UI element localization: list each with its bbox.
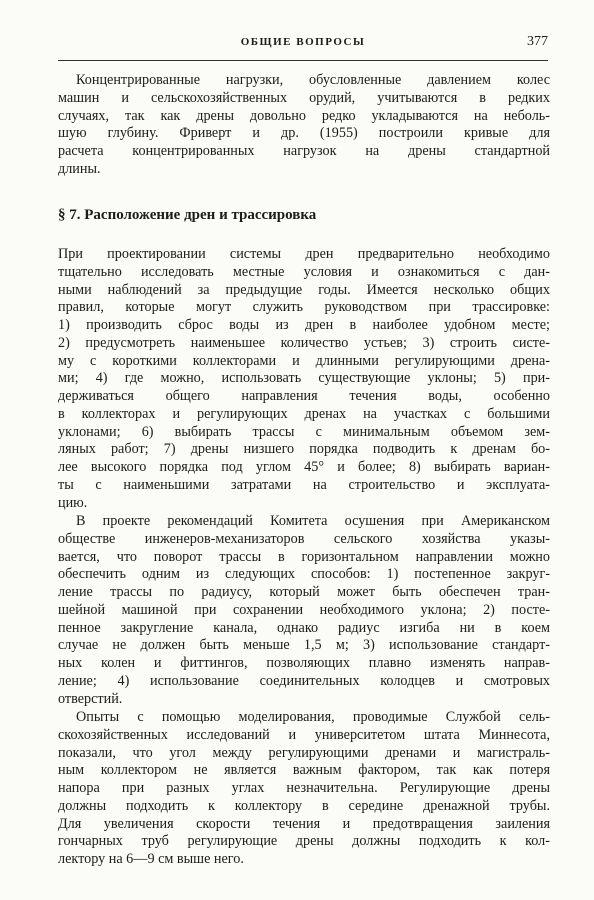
paragraph-concentrated-loads (58, 72, 550, 179)
text-line: ление; 4) использование соединительных колодцев и смотровых (58, 672, 550, 689)
running-header (58, 30, 548, 61)
text-line: скохозяйственных исследований и университетом штата Миннесота, (58, 726, 550, 743)
text-line: лее высокого порядка под углом 45° и более; 8) выбирать вариан- (58, 459, 550, 475)
text-line: Концентрированные нагрузки, обусловленные давлением колес (76, 72, 550, 88)
text-line: ным коллектором не является важным фактором, так как потеря (58, 762, 550, 779)
paragraph-modeling-experiments (58, 709, 550, 869)
text-line: лектору на 6—9 см выше него. (58, 851, 244, 867)
text-line: шую глубину. Фриверт и др. (1955) построили кривые для (58, 125, 550, 142)
text-line: обществе инженеров-механизаторов сельского хозяйства указы- (58, 530, 550, 547)
text-line: правил, которые могут служить руководством при трассировке: (58, 299, 550, 316)
text-line: вается, что поворот трассы в горизонтальном направлении можно (58, 548, 550, 565)
text-line: шейной машиной при сохранении необходимого уклона; 2) посте- (58, 601, 550, 618)
text-line: Для увеличения скорости течения и предотвращения заиления (58, 815, 550, 832)
text-line: случае не должен быть меньше 1,5 м; 3) использование стандарт- (58, 637, 550, 654)
text-line: держиваться общего направления течения воды, особенно (58, 388, 550, 404)
text-line: обеспечить одним из следующих способов: 1) постепенное закруг- (58, 566, 550, 583)
text-line: ление трассы по радиусу, который может быть обеспечен тран- (58, 584, 550, 600)
text-line: Опыты с помощью моделирования, проводимые Службой сель- (76, 709, 550, 725)
text-line: расчета концентрированных нагрузок на дрены стандартной (58, 143, 550, 159)
paragraph-trace-turning (58, 513, 550, 708)
text-line: отверстий. (58, 690, 123, 707)
text-line: пенное закругление канала, однако радиус изгиба ни в коем (58, 619, 550, 636)
text-line: показали, что угол между регулирующими дренами и магистраль- (58, 744, 550, 761)
text-line: уклонами; 6) выбирать трассы с минимальным объемом зем- (58, 423, 550, 440)
text-line: ными наблюдений за предыдущие годы. Имеется несколько общих (58, 281, 550, 298)
text-line: 1) производить сброс воды из дрен в наиболее удобном месте; (58, 317, 550, 333)
text-line: длины. (58, 160, 101, 177)
text-line: В проекте рекомендаций Комитета осушения при Американском (76, 513, 550, 529)
text-line: ных колен и фиттингов, позволяющих плавно изменять направ- (58, 655, 550, 671)
text-line: гончарных труб регулирующие дрены должны подходить к кол- (58, 833, 550, 850)
text-line: в коллекторах и регулирующих дренах на участках с большими (58, 405, 550, 422)
text-line: ми; 4) где можно, использовать существующие уклоны; 5) при- (58, 370, 550, 387)
text-line: напора при разных углах незначительна. Регулирующие дрены (58, 780, 550, 796)
running-header-title: ОБЩИЕ ВОПРОСЫ (240, 36, 366, 48)
text-line: цию. (58, 494, 88, 511)
paragraph-drain-layout-rules (58, 246, 550, 512)
text-line: му с короткими коллекторами и длинными регулирующими дрена- (58, 352, 550, 369)
text-line: машин и сельскохозяйственных орудий, учитываются в редких (58, 89, 550, 106)
page-number: 377 (527, 34, 548, 49)
text-line: При проектировании системы дрен предварительно необходимо (58, 246, 550, 262)
text-line: ляных работ; 7) дрены низшего порядка подводить к дренам бо- (58, 441, 550, 458)
text-line: тщательно исследовать местные условия и ознакомиться с дан- (58, 263, 550, 280)
text-line: должны подходить к коллектору в середине дренажной трубы. (58, 797, 550, 814)
text-line: 2) предусмотреть наименьшее количество устьев; 3) строить систе- (58, 334, 550, 351)
text-line: ты с наименьшими затратами на строительство и эксплуата- (58, 476, 550, 493)
section-heading: § 7. Расположение дрен и трассировка (58, 207, 317, 223)
text-line: случаях, так как дрены довольно редко укладываются на неболь- (58, 107, 550, 124)
